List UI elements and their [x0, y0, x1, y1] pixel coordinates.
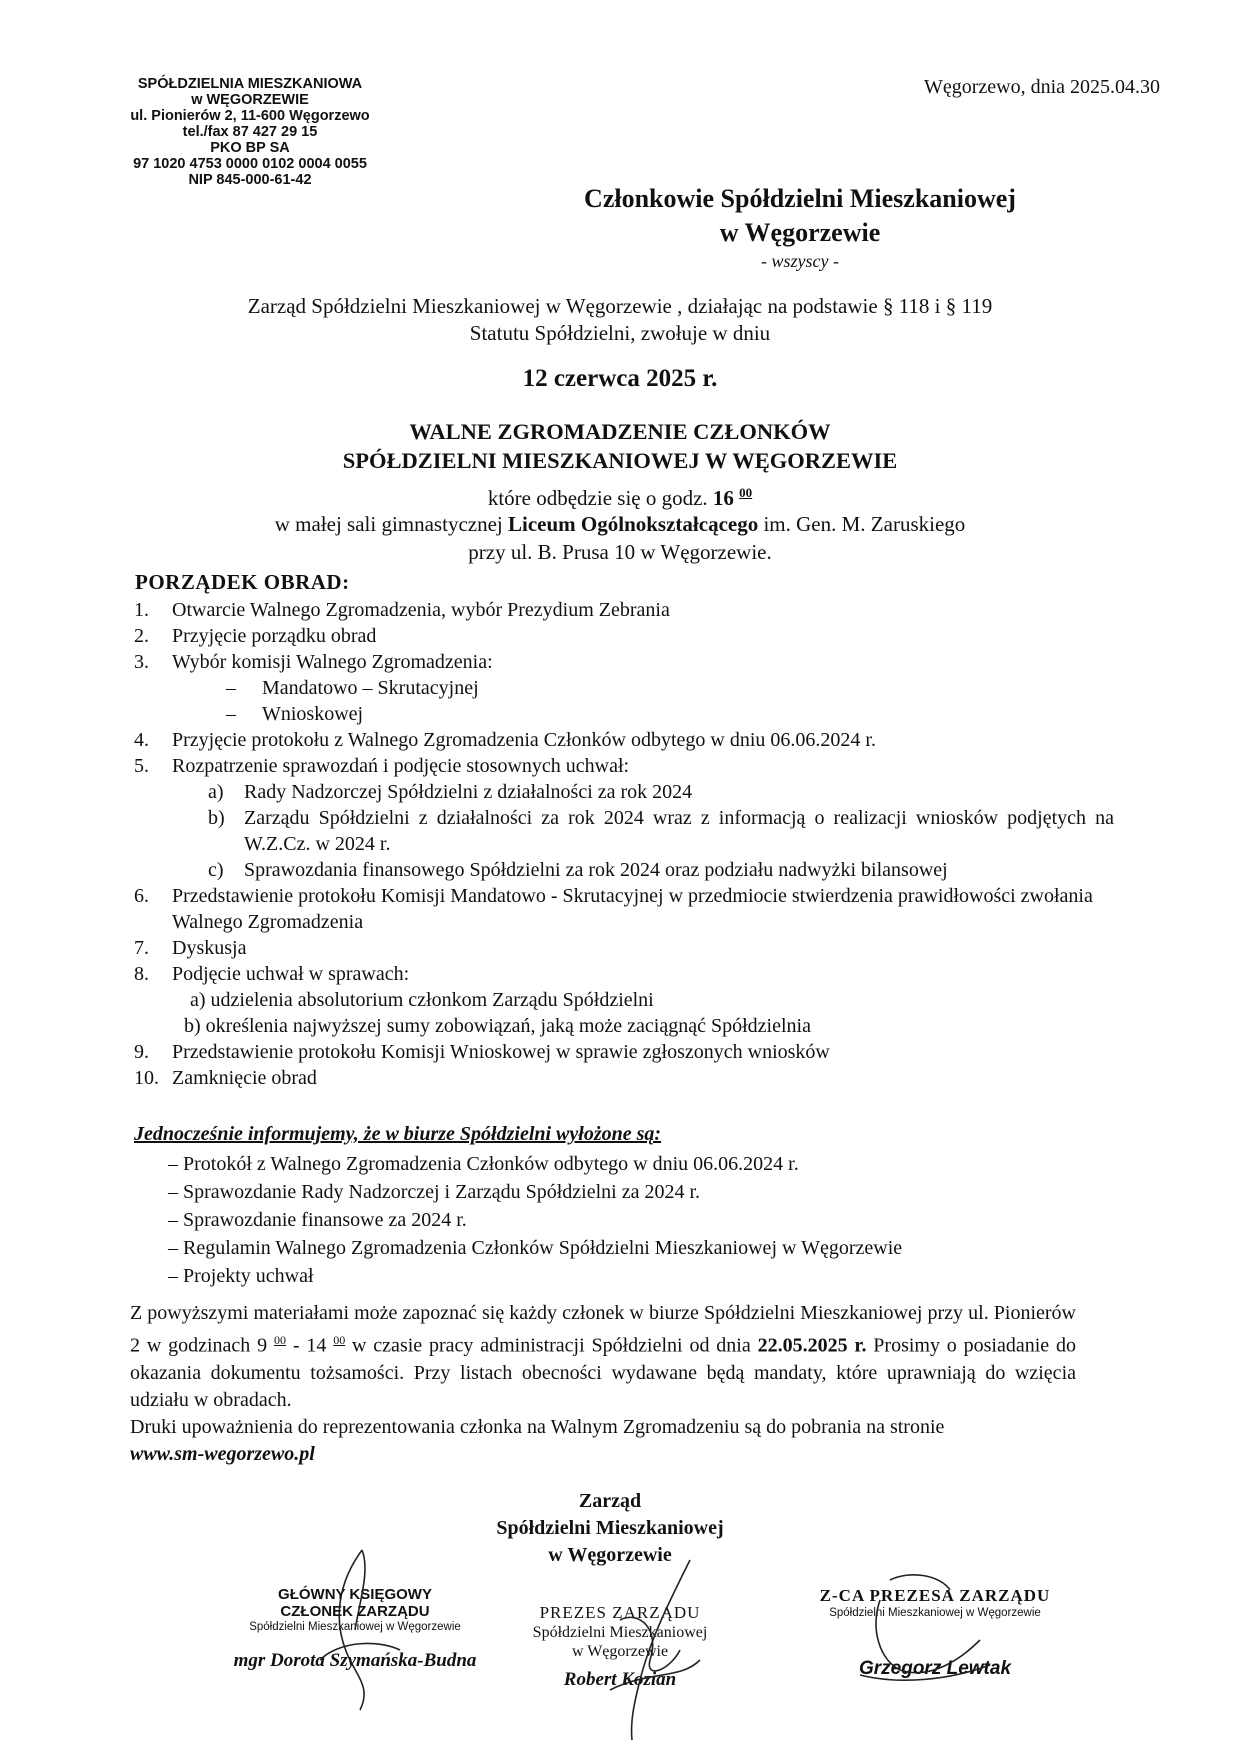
addressee-note: - wszyscy - [761, 251, 839, 271]
agenda-subitem [134, 701, 1114, 727]
meeting-date: 12 czerwca 2025 r. [522, 365, 718, 392]
info-list [168, 1150, 902, 1290]
agenda-subitem [134, 857, 1114, 883]
info-heading: Jednocześnie informujemy, że w biurze Spółdzielni wyłożone są: [134, 1123, 662, 1145]
time-minutes: 00 [739, 485, 753, 500]
agenda-list [134, 597, 1114, 1091]
agenda-item [134, 727, 1114, 753]
agenda-item [134, 753, 1114, 779]
venue-suffix: im. Gen. M. Zaruskiego [763, 512, 966, 536]
meeting-title [100, 417, 1140, 475]
agenda-subitem [134, 805, 1114, 857]
addressee-block [540, 182, 1060, 272]
addressee-line: Członkowie Spółdzielni Mieszkaniowej [584, 184, 1016, 213]
signatory-name: mgr Dorota Szymańska-Budna [233, 1650, 477, 1671]
board-line: Spółdzielni Mieszkaniowej [496, 1517, 724, 1539]
agenda-subitem [134, 779, 1114, 805]
agenda-text: Zamknięcie obrad [172, 1067, 317, 1089]
agenda-text: Przedstawienie protokołu Komisji Wnioskowej w sprawie zgłoszonych wniosków [172, 1041, 830, 1063]
agenda-subitem-text: Rady Nadzorczej Spółdzielni z działalności za rok 2024 [244, 781, 693, 803]
info-item: – Sprawozdanie Rady Nadzorczej i Zarządu Spółdzielni za 2024 r. [168, 1181, 701, 1203]
agenda-number: 6. [134, 885, 149, 907]
dash-mark: – [226, 703, 236, 725]
info-item: – Regulamin Walnego Zgromadzenia Członków Spółdzielni Mieszkaniowej w Węgorzewie [168, 1237, 903, 1259]
agenda-number: 8. [134, 963, 149, 985]
agenda-heading: PORZĄDEK OBRAD: [135, 570, 350, 594]
agenda-text: Dyskusja [172, 937, 247, 959]
agenda-subitem-text: Sprawozdania finansowego Spółdzielni za rok 2024 oraz podziału nadwyżki bilansowej [244, 859, 948, 881]
agenda-number: 7. [134, 937, 149, 959]
signatory-role: PREZES ZARZĄDU [539, 1603, 701, 1622]
meeting-title-line: WALNE ZGROMADZENIE CZŁONKÓW [409, 419, 831, 444]
meeting-street: przy ul. B. Prusa 10 w Węgorzewie. [468, 540, 772, 564]
info-item: – Sprawozdanie finansowe za 2024 r. [168, 1209, 467, 1231]
agenda-text: Wybór komisji Walnego Zgromadzenia: [172, 651, 493, 673]
dash-mark: – [226, 677, 236, 699]
closing-text: Prosimy o posiadanie do okazania dokumentu tożsamości. Przy listach obecności wydawane będą mandaty, które uprawniają do wzięcia udziału w obradach. [130, 1334, 1077, 1411]
subitem-mark: b) [208, 807, 225, 829]
intro-line: Statutu Spółdzielni, zwołuje w dniu [469, 321, 771, 345]
board-line: w Węgorzewie [548, 1544, 672, 1566]
intro-paragraph [100, 293, 1140, 347]
agenda-item [134, 935, 1114, 961]
agenda-text: Podjęcie uchwał w sprawach: [172, 963, 410, 985]
agenda-number: 3. [134, 651, 149, 673]
place-and-date: Węgorzewo, dnia 2025.04.30 [923, 76, 1160, 98]
stamp-line: w WĘGORZEWIE [191, 92, 309, 108]
signatory-name: Grzegorz Lewtak [858, 1658, 1012, 1679]
agenda-number: 2. [134, 625, 149, 647]
agenda-text: Przedstawienie protokołu Komisji Mandatowo - Skrutacyjnej w przedmiocie stwierdzenia prawidłowości zwołania Walnego Zgromadzenia [172, 885, 1093, 933]
agenda-number: 9. [134, 1041, 149, 1063]
website-link: www.sm-wegorzewo.pl [130, 1442, 315, 1465]
closing-text: Z powyższymi materiałami może zapoznać się każdy członek w biurze Spółdzielni Mieszkaniowej przy ul. Pionierów 2 w godzinach 9 [130, 1302, 1076, 1357]
agenda-text: Przyjęcie protokołu z Walnego Zgromadzenia Członków odbytego w dniu 06.06.2024 r. [172, 729, 876, 751]
agenda-number: 5. [134, 755, 149, 777]
agenda-item [134, 597, 1114, 623]
closing-date: 22.05.2025 r. [757, 1334, 867, 1357]
handwritten-signature-right [850, 1560, 1010, 1700]
signatory-unit: Spółdzielni Mieszkaniowej w Węgorzewie [249, 1621, 461, 1633]
agenda-number: 10. [134, 1067, 159, 1089]
info-item: – Protokół z Walnego Zgromadzenia Członków odbytego w dniu 06.06.2024 r. [168, 1153, 799, 1175]
agenda-number: 4. [134, 729, 149, 751]
signatory-role: Z-CA PREZESA ZARZĄDU [819, 1586, 1051, 1605]
board-block [420, 1488, 800, 1569]
addressee-line: w Węgorzewie [719, 218, 881, 247]
agenda-subitem: b) określenia najwyższej sumy zobowiązań, jaką może zaciągnąć Spółdzielnia [184, 1015, 811, 1037]
handwritten-signature-middle [590, 1560, 730, 1750]
agenda-text: Przyjęcie porządku obrad [172, 625, 377, 647]
info-item: – Projekty uchwał [168, 1265, 314, 1287]
meeting-time [100, 485, 1140, 511]
stamp-line: tel./fax 87 427 29 15 [182, 124, 318, 140]
signatory-unit: Spółdzielni Mieszkaniowej w Węgorzewie [829, 1607, 1041, 1619]
stamp-line: NIP 845-000-61-42 [188, 172, 312, 188]
venue-school: Liceum Ogólnokształcącego [508, 512, 759, 536]
agenda-item [134, 883, 1114, 935]
stamp-line: SPÓŁDZIELNIA MIESZKANIOWA [137, 76, 363, 92]
stamp-line: ul. Pionierów 2, 11-600 Węgorzewo [130, 108, 370, 124]
closing-text: Druki upoważnienia do reprezentowania członka na Walnym Zgromadzeniu są do pobrania na stronie [130, 1415, 945, 1438]
closing-text: w czasie pracy administracji Spółdzielni od dnia [345, 1334, 751, 1357]
closing-text: - 14 [286, 1334, 327, 1357]
time-hour [713, 486, 752, 510]
closing-paragraph [130, 1300, 1076, 1468]
agenda-item [134, 1065, 1114, 1091]
venue-prefix: w małej sali gimnastycznej [274, 512, 503, 536]
agenda-subitem-text: Wnioskowej [262, 703, 364, 725]
signatory-unit: w Węgorzewie [571, 1643, 669, 1660]
stamp-line: PKO BP SA [210, 140, 290, 156]
agenda-subitem: a) udzielenia absolutorium członkom Zarządu Spółdzielni [190, 989, 654, 1011]
agenda-subitem [134, 675, 1114, 701]
agenda-subitem-text: Mandatowo – Skrutacyjnej [262, 677, 479, 699]
signatory-unit: Spółdzielni Mieszkaniowej [532, 1624, 708, 1641]
agenda-item [134, 961, 1114, 987]
subitem-mark: c) [208, 859, 224, 881]
board-line: Zarząd [578, 1490, 642, 1512]
agenda-item [134, 1039, 1114, 1065]
signatory-name: Robert Kozian [563, 1669, 677, 1690]
intro-line: Zarząd Spółdzielni Mieszkaniowej w Węgorzewie , działając na podstawie § 118 i § 119 [247, 294, 993, 318]
closing-sup: 00 [274, 1333, 286, 1347]
signatory-role: GŁÓWNY KSIĘGOWY [278, 1586, 432, 1603]
time-prefix: które odbędzie się o godz. [487, 486, 708, 510]
organization-stamp [100, 76, 400, 188]
meeting-title-line: SPÓŁDZIELNI MIESZKANIOWEJ W WĘGORZEWIE [342, 448, 898, 473]
time-hour-value: 16 [712, 486, 734, 510]
signatory-role: CZŁONEK ZARZĄDU [280, 1603, 430, 1620]
meeting-venue [100, 512, 1140, 537]
agenda-item [134, 623, 1114, 649]
agenda-number: 1. [134, 599, 149, 621]
subitem-mark: a) [208, 781, 224, 803]
closing-sup: 00 [333, 1333, 346, 1347]
handwritten-signature-left [300, 1540, 420, 1740]
agenda-text: Rozpatrzenie sprawozdań i podjęcie stosownych uchwał: [172, 755, 630, 777]
agenda-text: Otwarcie Walnego Zgromadzenia, wybór Prezydium Zebrania [172, 599, 670, 621]
stamp-line: 97 1020 4753 0000 0102 0004 0055 [133, 156, 367, 172]
agenda-item [134, 649, 1114, 675]
agenda-subitem-text: Zarządu Spółdzielni z działalności za rok 2024 wraz z informacją o realizacji wniosków podjętych na W.Z.Cz. w 2024 r. [244, 807, 1114, 855]
